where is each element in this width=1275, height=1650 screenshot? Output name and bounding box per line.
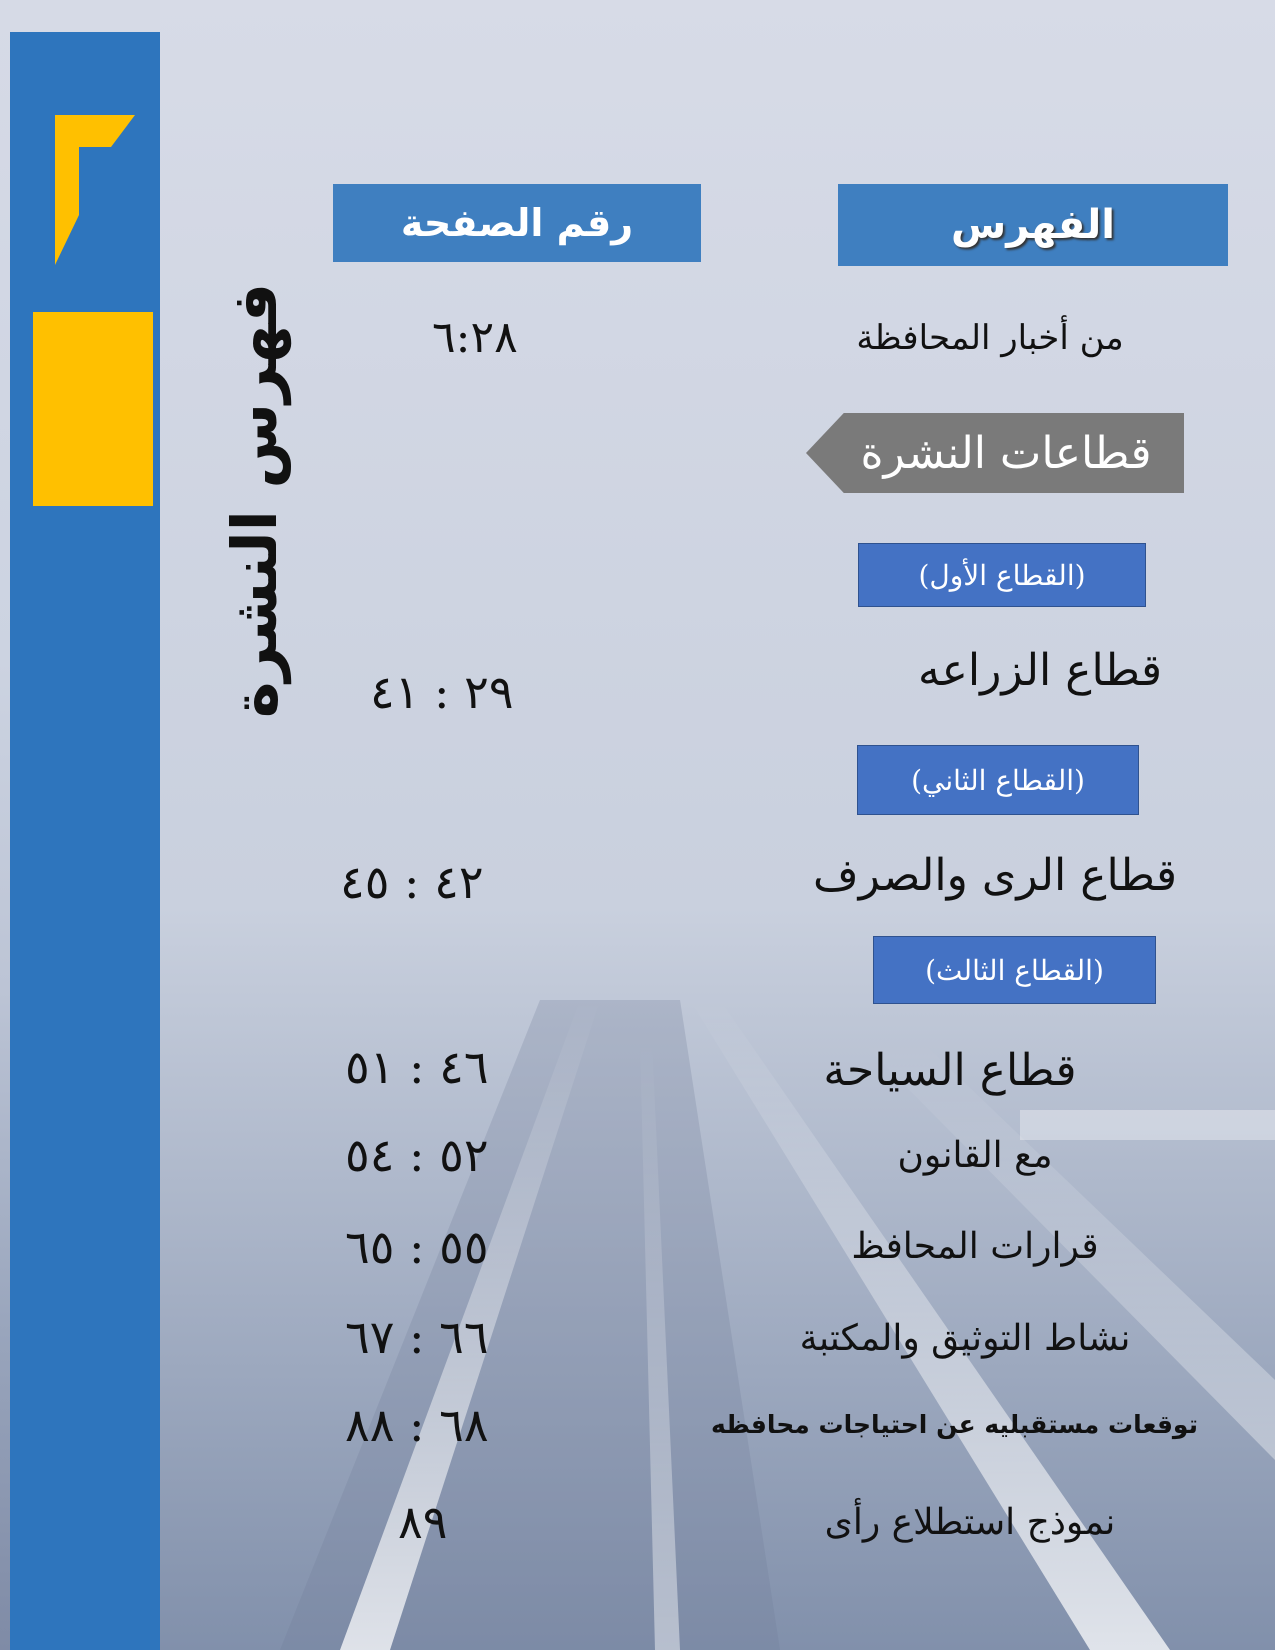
page-number-mark bbox=[55, 115, 135, 265]
entry-pages: ٤٢ : ٤٥ bbox=[340, 855, 484, 909]
entry-title[interactable]: توقعات مستقبليه عن احتياجات محافظه bbox=[710, 1410, 1198, 1439]
sector-tag-third: (القطاع الثالث) bbox=[873, 936, 1156, 1004]
entry-pages: ٨٩ bbox=[398, 1495, 448, 1549]
entry-pages: ٥٢ : ٥٤ bbox=[345, 1128, 489, 1182]
entry-pages: ٦:٢٨ bbox=[432, 312, 518, 363]
sectors-banner bbox=[806, 413, 1184, 493]
entry-title[interactable]: قرارات المحافظ bbox=[851, 1226, 1099, 1267]
bulletin-index-title: فهرس النشرة bbox=[218, 282, 292, 718]
entry-pages: ٤٦ : ٥١ bbox=[345, 1040, 489, 1094]
entry-title[interactable]: قطاع السياحة bbox=[823, 1045, 1077, 1096]
entry-pages: ٢٩ : ٤١ bbox=[370, 665, 514, 719]
page-number-header: رقم الصفحة bbox=[333, 184, 701, 262]
entry-pages: ٦٨ : ٨٨ bbox=[345, 1398, 489, 1452]
sector-tag-first: (القطاع الأول) bbox=[858, 543, 1146, 607]
entry-title[interactable]: مع القانون bbox=[897, 1135, 1053, 1176]
entry-pages: ٥٥ : ٦٥ bbox=[345, 1220, 489, 1274]
entry-pages: ٦٦ : ٦٧ bbox=[345, 1310, 489, 1364]
sectors-banner-label: قطاعات النشرة bbox=[860, 427, 1152, 479]
left-sidebar bbox=[10, 32, 160, 1650]
index-header: الفهرس bbox=[838, 184, 1228, 266]
entry-title[interactable]: نموذج استطلاع رأى bbox=[824, 1502, 1116, 1543]
entry-title[interactable]: من أخبار المحافظة bbox=[856, 318, 1124, 358]
sector-tag-second: (القطاع الثاني) bbox=[857, 745, 1139, 815]
entry-title[interactable]: قطاع الزراعه bbox=[918, 645, 1162, 696]
accent-block bbox=[33, 312, 153, 506]
entry-title[interactable]: نشاط التوثيق والمكتبة bbox=[799, 1318, 1131, 1359]
entry-title[interactable]: قطاع الرى والصرف bbox=[812, 850, 1178, 901]
